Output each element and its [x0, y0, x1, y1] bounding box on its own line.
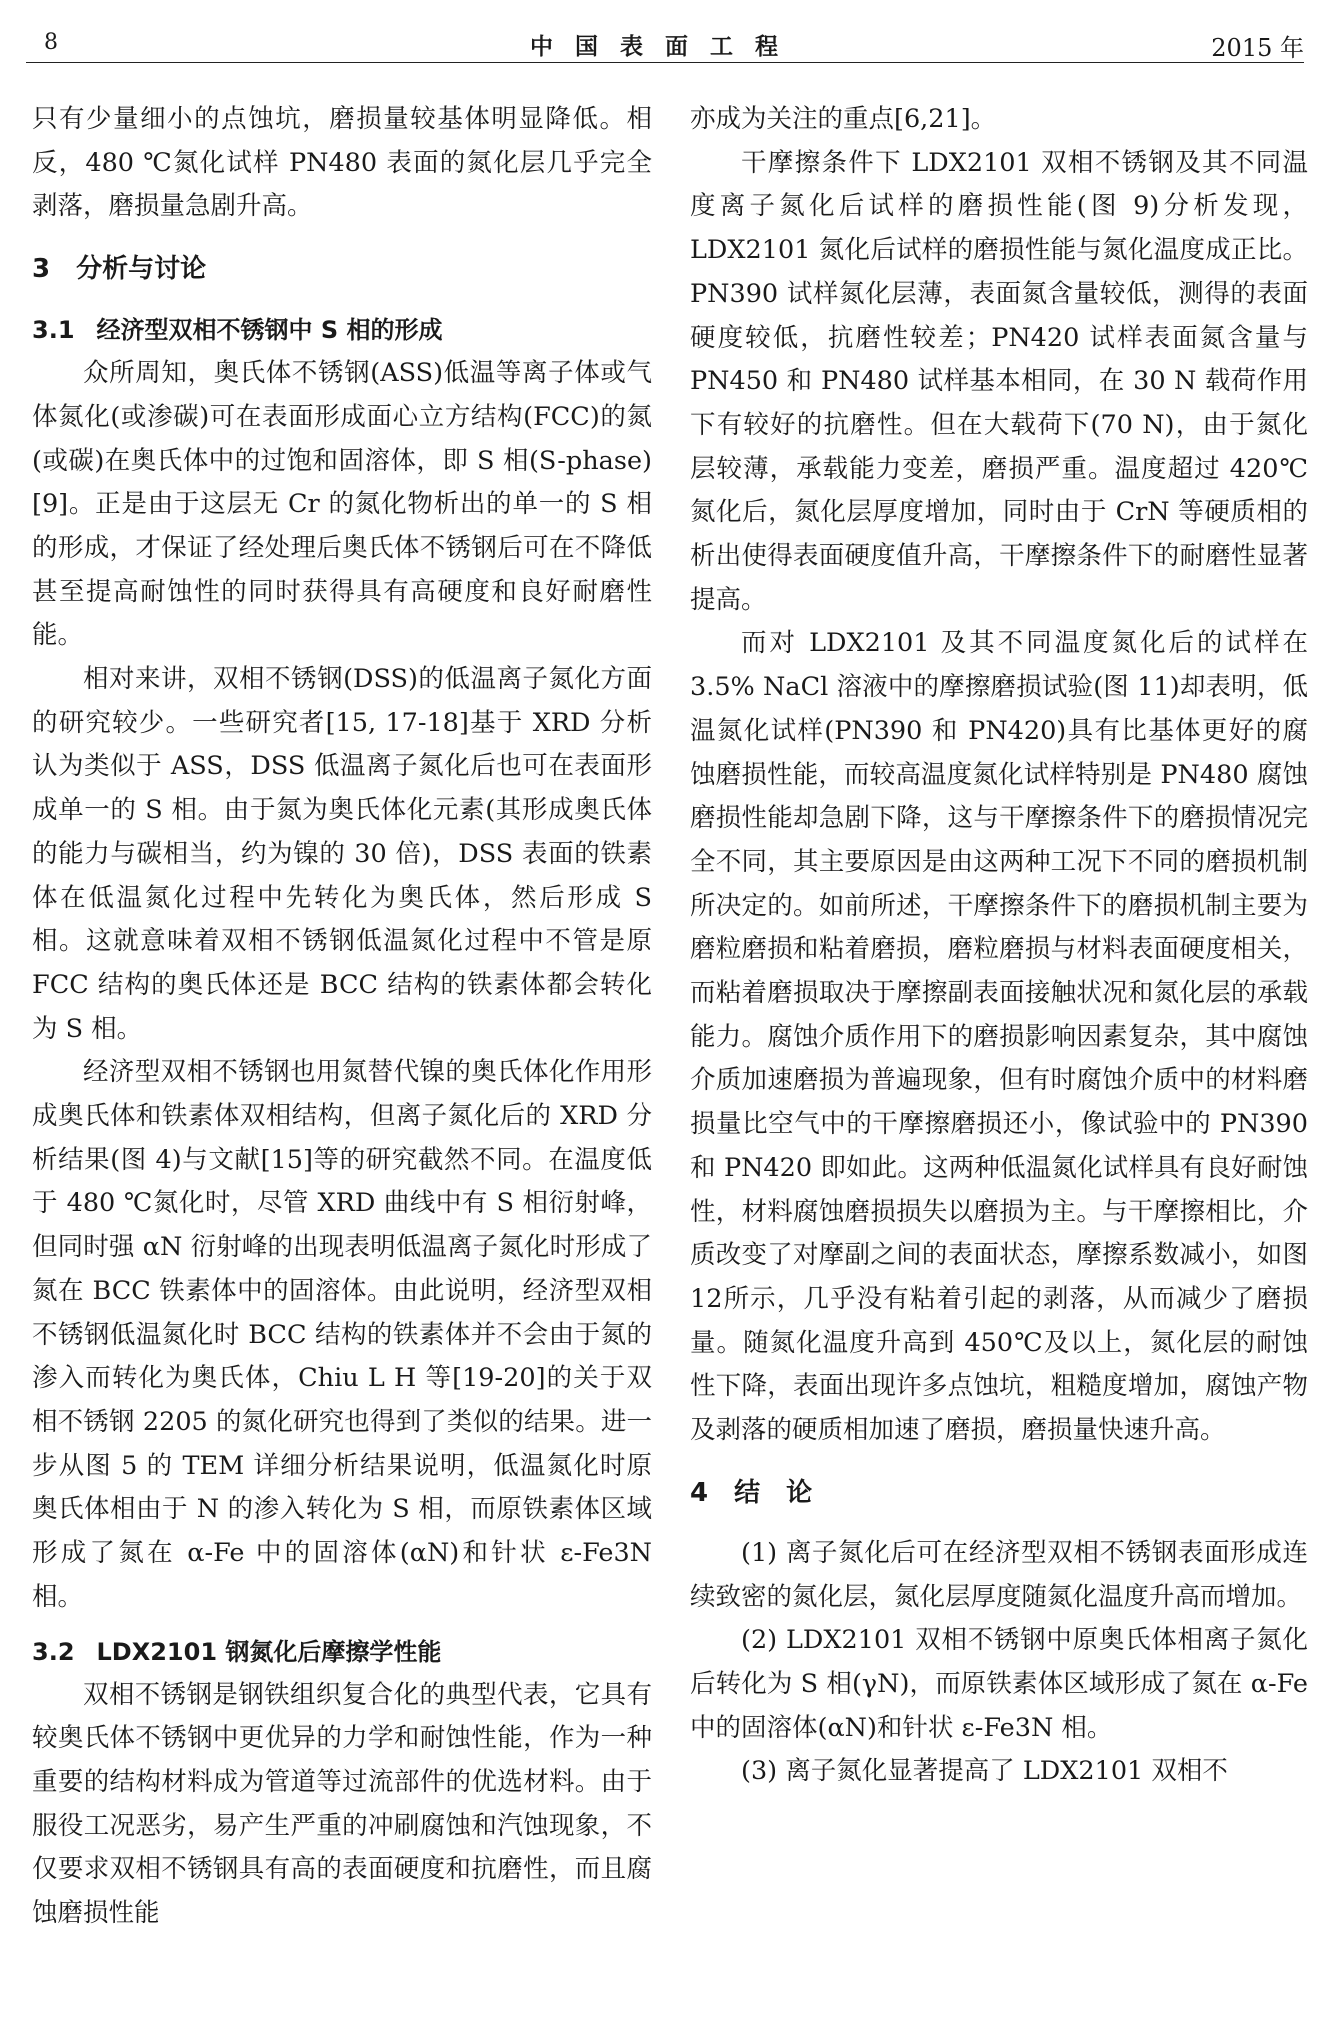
section-number: 4 [690, 1477, 709, 1508]
conclusion-item: (1) 离子氮化后可在经济型双相不锈钢表面形成连续致密的氮化层，氮化层厚度随氮化温度升高而增加。 [690, 1537, 1308, 1612]
paragraph: 经济型双相不锈钢也用氮替代镍的奥氏体化作用形成奥氏体和铁素体双相结构，但离子氮化后的 XRD 分析结果(图 4)与文献[15]等的研究截然不同。在温度低于 480 ℃氮化时，尽管 XRD 曲线中有 S 相衍射峰，但同时强 αN 衍射峰的出现表明低温离子氮化时形成了氮在 BCC 铁素体中的固溶体。由此说明，经济型双相不锈钢低温氮化时 BCC 结构的铁素体并不会由于氮的渗入而转化为奥氏体，Chiu L H 等[19-20]的关于双相不锈钢 2205 的氮化研究也得到了类似的结果。进一步从图 5 的 TEM 详细分析结果说明，低温氮化时原奥氏体相由于 N 的渗入转化为 S 相，而原铁素体区域形成了氮在 α-Fe 中的固溶体(αN)和针状 ε-Fe3N 相。 [32, 1057, 652, 1612]
paragraph: 相对来讲，双相不锈钢(DSS)的低温离子氮化方面的研究较少。一些研究者[15, 17-18]基于 XRD 分析认为类似于 ASS，DSS 低温离子氮化后也可在表面形成单一的 S 相。由于氮为奥氏体化元素(其形成奥氏体的能力与碳相当，约为镍的 30 倍)，DSS 表面的铁素体在低温氮化过程中先转化为奥氏体，然后形成 S 相。这就意味着双相不锈钢低温氮化过程中不管是原 FCC 结构的奥氏体还是 BCC 结构的铁素体都会转化为 S 相。 [32, 664, 652, 1044]
page-number: 8 [44, 30, 58, 55]
paragraph-continued: 亦成为关注的重点[6,21]。 [690, 104, 997, 134]
running-header [26, 22, 1304, 63]
section-title: 分析与讨论 [76, 254, 207, 285]
paragraph-continued: 只有少量细小的点蚀坑，磨损量较基体明显降低。相反，480 ℃氮化试样 PN480 表面的氮化层几乎完全剥落，磨损量急剧升高。 [32, 104, 652, 222]
paragraph: 而对 LDX2101 及其不同温度氮化后的试样在 3.5% NaCl 溶液中的摩擦磨损试验(图 11)却表明，低温氮化试样(PN390 和 PN420)具有比基体更好的腐蚀磨损性能，而较高温度氮化试样特别是 PN480 腐蚀磨损性能却急剧下降，这与干摩擦条件下的磨损情况完全不同，其主要原因是由这两种工况下不同的磨损机制所决定的。如前所述，干摩擦条件下的磨损机制主要为磨粒磨损和粘着磨损，磨粒磨损与材料表面硬度相关，而粘着磨损取决于摩擦副表面接触状况和氮化层的承载能力。腐蚀介质作用下的磨损影响因素复杂，其中腐蚀介质加速磨损为普遍现象，但有时腐蚀介质中的材料磨损量比空气中的干摩擦磨损还小，像试验中的 PN390 和 PN420 即如此。这两种低温氮化试样具有良好耐蚀性，材料腐蚀磨损损失以磨损为主。与干摩擦相比，介质改变了对摩副之间的表面状态，摩擦系数减小，如图 12所示，几乎没有粘着引起的剥落，从而减少了磨损量。随氮化温度升高到 450℃及以上，氮化层的耐蚀性下降，表面出现许多点蚀坑，粗糙度增加，腐蚀产物及剥落的硬质相加速了磨损，磨损量快速升高。 [690, 628, 1308, 1446]
conclusion-item: (3) 离子氮化显著提高了 LDX2101 双相不 [741, 1756, 1228, 1787]
subsection-number: 3.2 [32, 1637, 75, 1666]
paragraph: 双相不锈钢是钢铁组织复合化的典型代表，它具有较奥氏体不锈钢中更优异的力学和耐蚀性能，作为一种重要的结构材料成为管道等过流部件的优选材料。由于服役工况恶劣，易产生严重的冲刷腐蚀和汽蚀现象，不仅要求双相不锈钢具有高的表面硬度和抗磨性，而且腐蚀磨损性能 [32, 1679, 652, 1929]
section-title: 结 论 [734, 1477, 813, 1508]
subsection-title: 经济型双相不锈钢中 S 相的形成 [96, 316, 443, 345]
subsection-title: LDX2101 钢氮化后摩擦学性能 [96, 1637, 442, 1666]
section-heading-4 [690, 1471, 1308, 1515]
section-heading-3 [32, 247, 652, 291]
section-number: 3 [32, 254, 51, 285]
journal-title: 中国表面工程 [530, 34, 800, 60]
subsection-number: 3.1 [32, 316, 75, 345]
right-column [690, 98, 1308, 1794]
subsection-heading-3-1 [32, 308, 652, 352]
conclusion-item: (2) LDX2101 双相不锈钢中原奥氏体相离子氮化后转化为 S 相(γN)，而原铁素体区域形成了氮在 α-Fe 中的固溶体(αN)和针状 ε-Fe3N 相。 [690, 1625, 1308, 1743]
paragraph: 众所周知，奥氏体不锈钢(ASS)低温等离子体或气体氮化(或渗碳)可在表面形成面心立方结构(FCC)的氮(或碳)在奥氏体中的过饱和固溶体，即 S 相(S-phase)[9]。正是由于这层无 Cr 的氮化物析出的单一的 S 相的形成，才保证了经处理后奥氏体不锈钢后可在不降低甚至提高耐蚀性的同时获得具有高硬度和良好耐磨性能。 [32, 358, 652, 651]
subsection-heading-3-2 [32, 1630, 652, 1674]
issue-year: 2015 年 [1211, 34, 1304, 62]
paragraph: 干摩擦条件下 LDX2101 双相不锈钢及其不同温度离子氮化后试样的磨损性能(图 9)分析发现，LDX2101 氮化后试样的磨损性能与氮化温度成正比。PN390 试样氮化层薄，表面氮含量较低，测得的表面硬度较低，抗磨性较差；PN420 试样表面氮含量与 PN450 和 PN480 试样基本相同，在 30 N 载荷作用下有较好的抗磨性。但在大载荷下(70 N)，由于氮化层较薄，承载能力变差，磨损严重。温度超过 420℃氮化后，氮化层厚度增加，同时由于 CrN 等硬质相的析出使得表面硬度值升高，干摩擦条件下的耐磨性显著提高。 [690, 147, 1308, 615]
left-column [32, 98, 652, 1936]
